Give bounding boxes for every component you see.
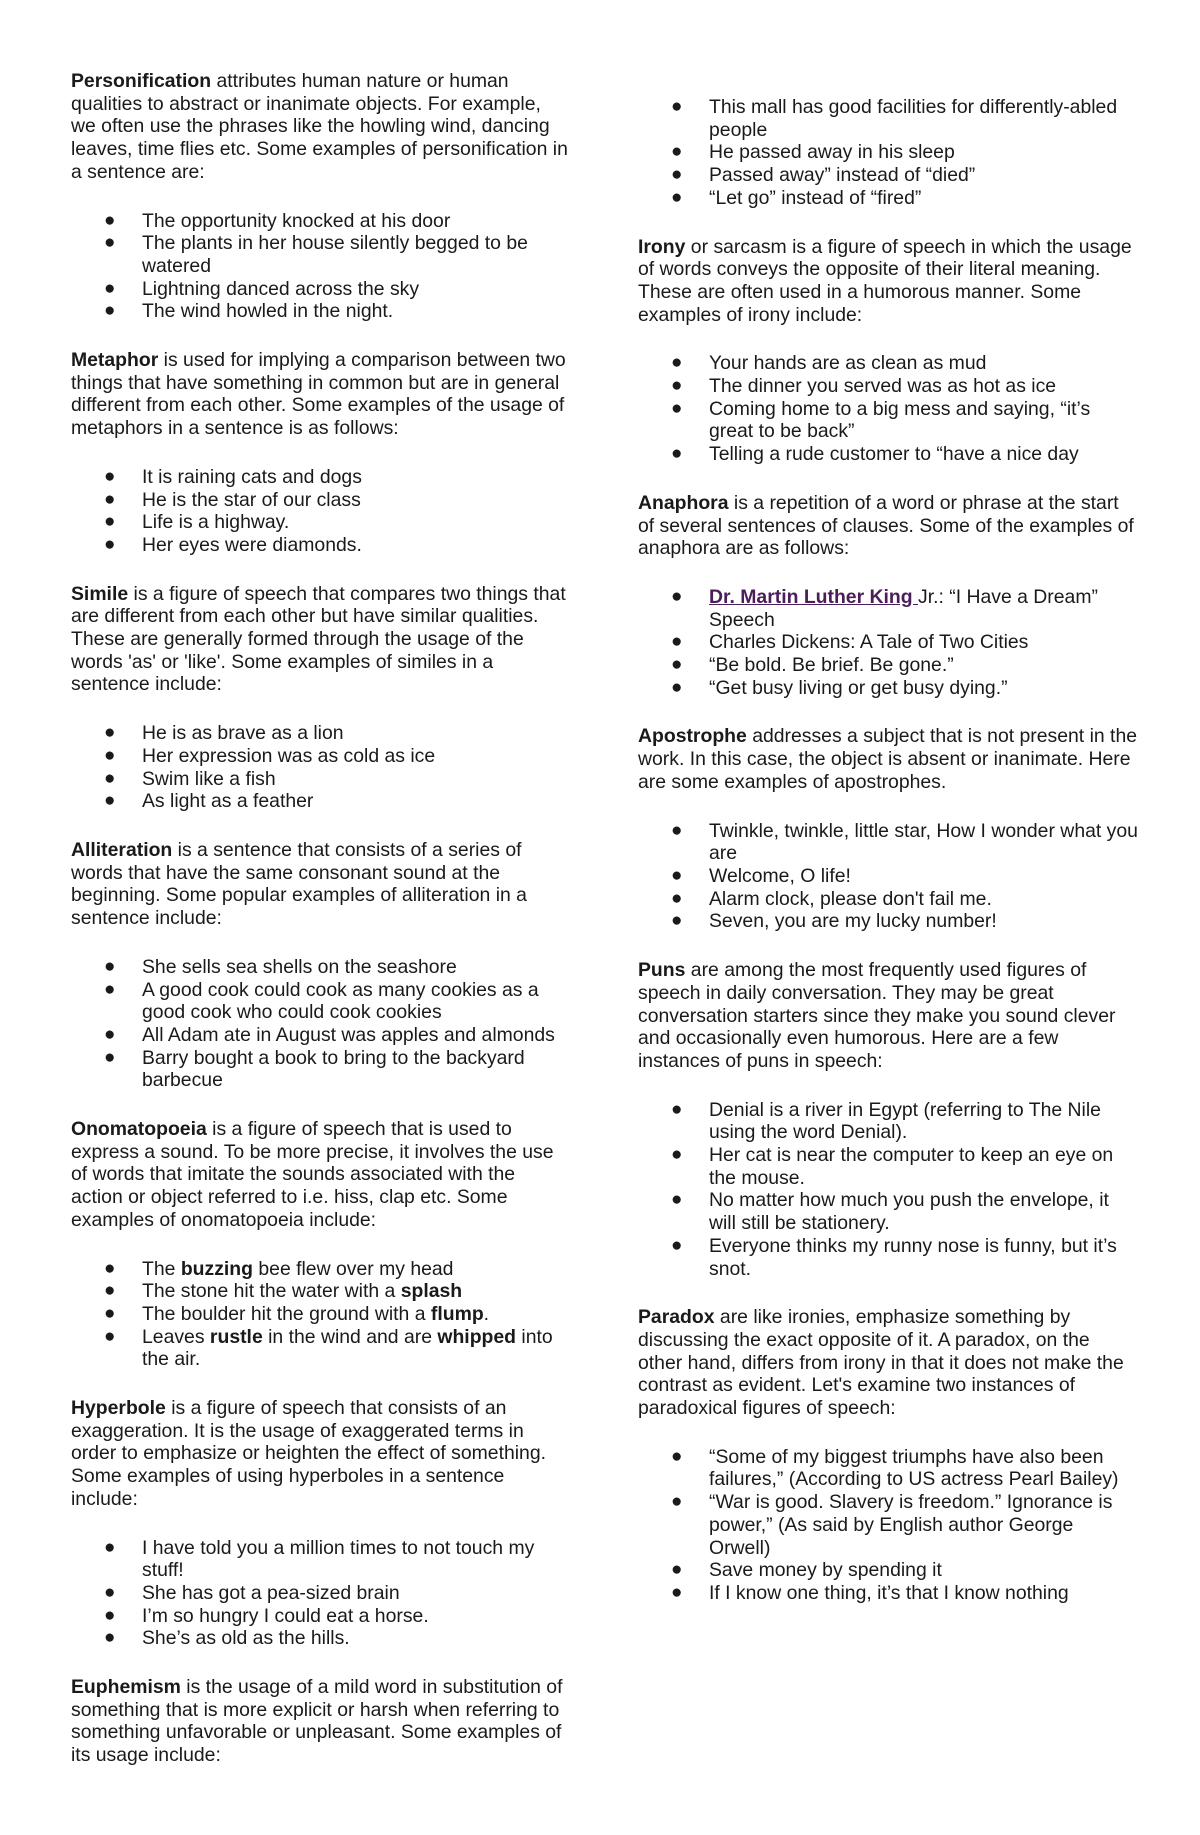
bullet-icon: ● (671, 1491, 683, 1513)
bullet-icon: ● (671, 654, 683, 676)
bullet-icon: ● (104, 978, 116, 1000)
paradox-intro (638, 1306, 1138, 1420)
irony-examples (638, 352, 1138, 466)
bullet-icon: ● (671, 1559, 683, 1581)
list-item: ● Your hands are as clean as mud (671, 352, 987, 375)
list-item: ● “Get busy living or get busy dying.” (671, 676, 1008, 699)
intro-text: are among the most frequently used figures of speech in daily conversation. They may be great conversation starters since they make you sound clever and occasionally even humorous. Here are a few instances of puns in speech: (638, 959, 1116, 1072)
intro-text: attributes human nature or human qualities to abstract or inanimate objects. For example, we often use the phrases like the howling wind, dancing leaves, time flies etc. Some examples of personification in a sentence are: (71, 70, 568, 183)
paradox-examples (638, 1446, 1138, 1605)
bullet-icon: ● (104, 1046, 116, 1068)
term-personification: Personification (71, 70, 212, 92)
list-item: ● The dinner you served was as hot as ice (671, 375, 1057, 398)
term-metaphor: Metaphor (71, 349, 159, 372)
list-item: ● As light as a feather (104, 790, 314, 813)
bullet-icon: ● (104, 1325, 116, 1347)
euphemism-intro (71, 1676, 571, 1767)
bullet-icon: ● (671, 1581, 683, 1603)
list-item: ● Charles Dickens: A Tale of Two Cities (671, 631, 1029, 654)
list-item: ● The opportunity knocked at his door (104, 209, 451, 232)
list-item: ● She sells sea shells on the seashore (104, 955, 457, 978)
bullet-icon: ● (671, 676, 683, 698)
list-item: ● All Adam ate in August was apples and almonds (104, 1023, 555, 1046)
bullet-icon: ● (104, 465, 116, 487)
bullet-icon: ● (104, 1536, 116, 1558)
mlk-link[interactable]: Dr. Martin Luther King (709, 585, 918, 608)
personification-examples (71, 210, 571, 324)
bullet-icon: ● (104, 1627, 116, 1649)
left-column (71, 70, 571, 1793)
bullet-icon: ● (671, 1445, 683, 1467)
bullet-icon: ● (671, 887, 683, 909)
intro-text: is used for implying a comparison between two things that have something in common but are in general different from each other. Some examples of the usage of metaphors in a sentence is as follows: (71, 349, 566, 440)
list-item: ● Her cat is near the computer to keep an eye on the mouse. (671, 1144, 1114, 1189)
list-item: ● Her eyes were diamonds. (104, 533, 362, 556)
intro-text: addresses a subject that is not present in the work. In this case, the object is absent or inanimate. Here are some examples of apostrophes. (638, 725, 1138, 793)
list-item: ● The wind howled in the night. (104, 300, 394, 323)
list-item: ● Life is a highway. (104, 511, 290, 534)
list-item: ● He is the star of our class (104, 488, 361, 511)
onomatopoeia-intro (71, 1118, 571, 1232)
bullet-icon: ● (104, 1257, 116, 1279)
apostrophe-intro (638, 725, 1138, 793)
bullet-icon: ● (104, 1302, 116, 1324)
bullet-icon: ● (671, 352, 683, 374)
bullet-icon: ● (671, 1189, 683, 1211)
bullet-icon: ● (104, 232, 116, 254)
personification-intro (71, 70, 571, 184)
bullet-icon: ● (671, 164, 683, 186)
term-puns: Puns (638, 959, 686, 982)
bullet-icon: ● (104, 1023, 116, 1045)
list-item: ● “War is good. Slavery is freedom.” Ignorance is power,” (As said by English author George Orwell) (671, 1491, 1113, 1559)
list-item: ● Swim like a fish (104, 767, 276, 790)
alliteration-examples (71, 956, 571, 1092)
list-item: ● No matter how much you push the envelope, it will still be stationery. (671, 1189, 1109, 1235)
list-item: ● Twinkle, twinkle, little star, How I wonder what you are (671, 819, 1138, 865)
bullet-icon: ● (671, 585, 683, 607)
hyperbole-examples (71, 1537, 571, 1651)
list-item: ● Save money by spending it (671, 1559, 942, 1582)
list-item: ● The plants in her house silently begged to be watered (104, 232, 528, 277)
hyperbole-intro (71, 1397, 571, 1511)
list-item: ● I’m so hungry I could eat a horse. (104, 1604, 429, 1627)
list-item: ● Alarm clock, please don't fail me. (671, 887, 992, 910)
bullet-icon: ● (104, 767, 116, 789)
bullet-icon: ● (671, 141, 683, 163)
bullet-icon: ● (671, 910, 683, 932)
intro-text: is a repetition of a word or phrase at the start of several sentences of clauses. Some of the examples of anaphora are as follows: (638, 491, 1134, 560)
list-item: ● Passed away” instead of “died” (671, 164, 976, 187)
irony-intro (638, 236, 1138, 327)
bullet-icon: ● (671, 819, 683, 841)
bullet-icon: ● (104, 1581, 116, 1603)
bullet-icon: ● (104, 1280, 116, 1302)
bullet-icon: ● (671, 443, 683, 465)
list-item: ● He is as brave as a lion (104, 722, 344, 745)
puns-intro (638, 959, 1138, 1073)
metaphor-intro (71, 349, 571, 440)
list-item: ● He passed away in his sleep (671, 141, 955, 164)
list-item: ● Everyone thinks my runny nose is funny, but it’s snot. (671, 1234, 1117, 1280)
bullet-icon: ● (104, 533, 116, 555)
bullet-icon: ● (104, 722, 116, 744)
bullet-icon: ● (104, 511, 116, 533)
bullet-icon: ● (671, 1144, 683, 1166)
euphemism-examples (638, 96, 1138, 210)
intro-text: is a sentence that consists of a series of words that have the same consonant sound at the beginning. Some popular examples of alliteration in a sentence include: (71, 838, 527, 930)
right-column (638, 70, 1138, 1631)
list-item: ● Coming home to a big mess and saying, “it’s great to be back” (671, 397, 1091, 443)
list-item: ● Leaves rustle in the wind and are whipped into the air. (104, 1325, 553, 1371)
intro-text: is a figure of speech that compares two things that are different from each other but have similar qualities. These are generally formed through the usage of the words 'as' or 'like'. Some examples of similes in a sentence include: (71, 582, 566, 696)
bullet-icon: ● (671, 397, 683, 419)
onomatopoeia-examples (71, 1258, 571, 1372)
bullet-icon: ● (671, 96, 683, 117)
list-item: ● If I know one thing, it’s that I know nothing (671, 1581, 1069, 1604)
bullet-icon: ● (104, 209, 116, 231)
list-item: ● The boulder hit the ground with a flump. (104, 1302, 490, 1325)
bullet-icon: ● (671, 1234, 683, 1256)
list-item: ● I have told you a million times to not touch my stuff! (104, 1536, 535, 1582)
list-item: ● “Some of my biggest triumphs have also been failures,” (According to US actress Pearl Bailey) (671, 1445, 1119, 1491)
term-paradox: Paradox (638, 1306, 715, 1329)
apostrophe-examples (638, 820, 1138, 934)
intro-text: is a figure of speech that is used to express a sound. To be more precise, it involves the use of words that imitate the sounds associated with the action or object referred to i.e. hiss, clap etc. Some examples of onomatopoeia include: (71, 1118, 554, 1231)
metaphor-examples (71, 466, 571, 557)
term-onomatopoeia: Onomatopoeia (71, 1118, 207, 1141)
anaphora-intro (638, 492, 1138, 560)
list-item: ● She’s as old as the hills. (104, 1627, 350, 1650)
anaphora-examples (638, 586, 1138, 700)
intro-text: is a figure of speech that consists of an exaggeration. It is the usage of exaggerated terms in order to emphasize or heighten the effect of something. Some examples of using hyperboles in a sentence include: (71, 1397, 547, 1510)
simile-examples (71, 722, 571, 813)
term-alliteration: Alliteration (71, 838, 173, 861)
list-item: ● Telling a rude customer to “have a nice day (671, 443, 1079, 466)
bullet-icon: ● (104, 955, 116, 977)
list-item: ● She has got a pea-sized brain (104, 1581, 400, 1604)
bullet-icon: ● (104, 300, 116, 322)
term-euphemism: Euphemism (71, 1676, 181, 1699)
intro-text: or sarcasm is a figure of speech in which the usage of words conveys the opposite of their literal meaning. These are often used in a humorous manner. Some examples of irony include: (638, 235, 1132, 326)
bullet-icon: ● (671, 631, 683, 653)
list-item: ● Denial is a river in Egypt (referring to The Nile using the word Denial). (671, 1098, 1101, 1144)
intro-text: are like ironies, emphasize something by discussing the exact opposite of it. A paradox, on the other hand, differs from irony in that it does not make the contrast as evident. Let's examine two instances of paradoxical figures of speech: (638, 1306, 1124, 1420)
bullet-icon: ● (671, 864, 683, 886)
bullet-icon: ● (671, 1098, 683, 1120)
bullet-icon: ● (104, 277, 116, 299)
term-anaphora: Anaphora (638, 491, 729, 514)
list-item: ● The stone hit the water with a splash (104, 1280, 463, 1303)
puns-examples (638, 1099, 1138, 1281)
list-item: ● Barry bought a book to bring to the backyard barbecue (104, 1046, 525, 1092)
bullet-icon: ● (104, 744, 116, 766)
bullet-icon: ● (671, 186, 683, 208)
term-irony: Irony (638, 235, 686, 258)
list-item: ● The buzzing bee flew over my head (104, 1257, 454, 1280)
list-item: ● Seven, you are my lucky number! (671, 910, 997, 933)
list-item: ● Lightning danced across the sky (104, 277, 420, 300)
bullet-icon: ● (104, 790, 116, 812)
term-simile: Simile (71, 582, 129, 605)
simile-intro (71, 583, 571, 697)
list-item: ● A good cook could cook as many cookies as a good cook who could cook cookies (104, 978, 539, 1024)
intro-text: is the usage of a mild word in substitution of something that is more explicit or harsh when referring to something unfavorable or unpleasant. Some examples of its usage include: (71, 1676, 563, 1767)
bullet-icon: ● (104, 488, 116, 510)
list-item: ● This mall has good facilities for differently-abled people (671, 96, 1118, 141)
list-item: ● Her expression was as cold as ice (104, 744, 436, 767)
list-item: ● Dr. Martin Luther King Jr.: “I Have a Dream” Speech (671, 585, 1098, 631)
bullet-icon: ● (671, 375, 683, 397)
term-hyperbole: Hyperbole (71, 1397, 166, 1420)
alliteration-intro (71, 839, 571, 930)
list-item: ● Welcome, O life! (671, 864, 851, 887)
list-item: ● “Be bold. Be brief. Be gone.” (671, 654, 954, 677)
list-item: ● It is raining cats and dogs (104, 465, 362, 488)
term-apostrophe: Apostrophe (638, 725, 747, 748)
list-item: ● “Let go” instead of “fired” (671, 186, 922, 209)
bullet-icon: ● (104, 1604, 116, 1626)
